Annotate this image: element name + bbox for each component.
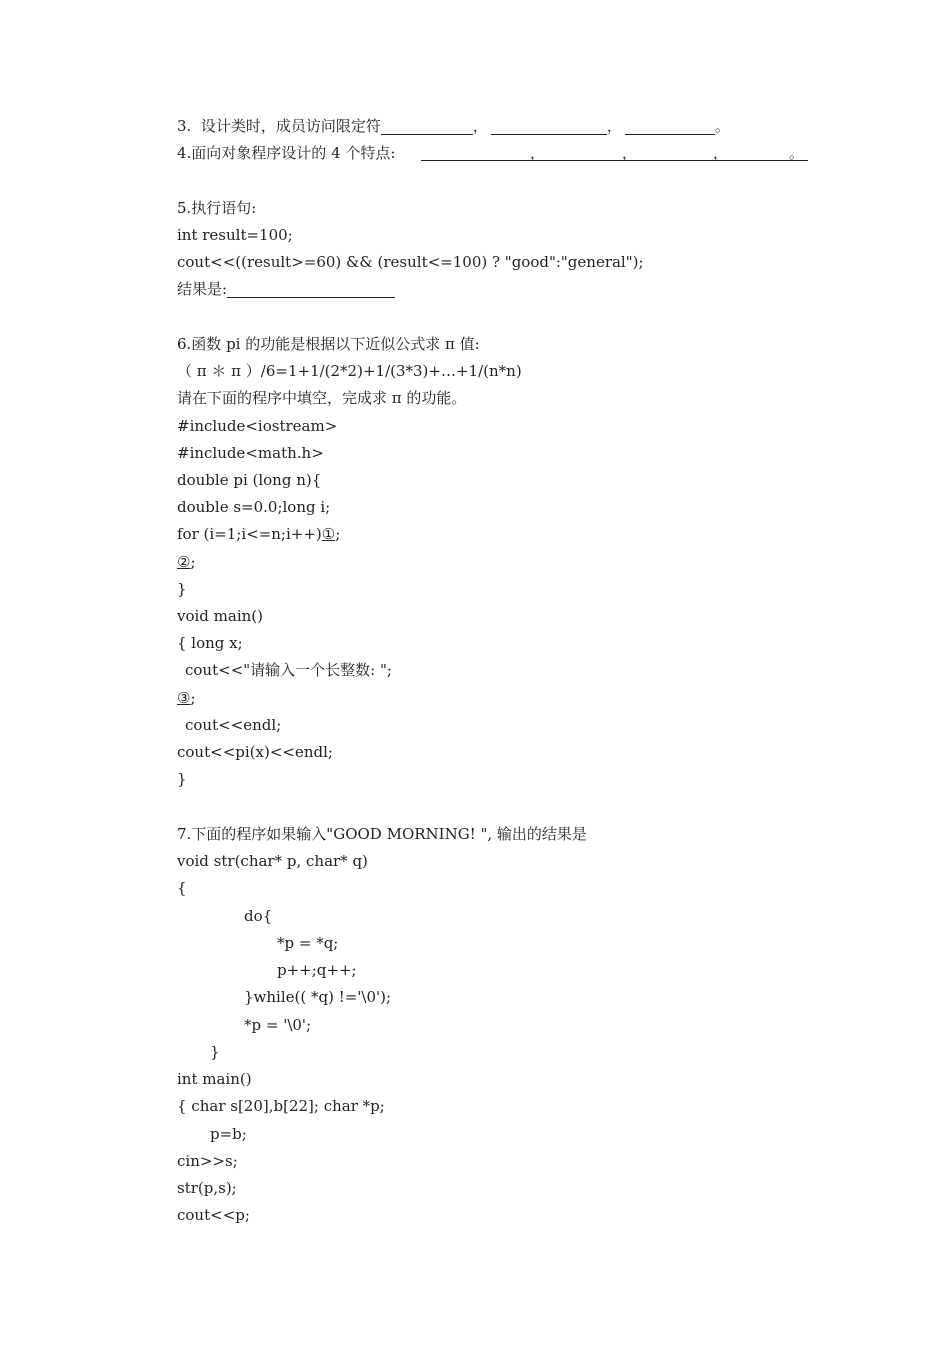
- q3-blank-3[interactable]: [625, 118, 715, 135]
- q6-title: 6.函数 pi 的功能是根据以下近似公式求 π 值:: [177, 335, 480, 353]
- code-line: double s=0.0;long i;: [177, 498, 331, 516]
- code-line: str(p,s);: [177, 1179, 237, 1197]
- code-text: for (i=1;i<=n;i++): [177, 525, 322, 543]
- q5-answer-blank[interactable]: [227, 281, 395, 298]
- code-line: {: [177, 879, 187, 897]
- code-line: cout<<p;: [177, 1206, 250, 1224]
- code-line: *p = '\0';: [244, 1016, 312, 1034]
- code-line: int result=100;: [177, 226, 293, 244]
- code-line: { char s[20],b[22]; char *p;: [177, 1097, 385, 1115]
- q5-answer-line: [177, 278, 395, 300]
- code-line: [177, 687, 196, 709]
- q4-end-mark: 。: [789, 144, 805, 162]
- code-line: }while(( *q) !='\0');: [244, 988, 392, 1006]
- q3-blank-1[interactable]: [381, 118, 473, 135]
- q6-blank-1[interactable]: ①: [321, 525, 336, 543]
- q3-separator: ，: [606, 117, 622, 135]
- code-line: }: [177, 580, 187, 598]
- q6-formula: （ π ＊ π ）/6=1+1/(2*2)+1/(3*3)+…+1/(n*n): [177, 362, 522, 380]
- code-line: { long x;: [177, 634, 243, 652]
- code-line: cout<<"请输入一个长整数: ";: [185, 661, 392, 679]
- code-line: cin>>s;: [177, 1152, 238, 1170]
- q6-blank-3[interactable]: ③: [177, 689, 191, 707]
- q3-line: [177, 115, 730, 137]
- code-line: [177, 551, 196, 573]
- q4-line: [177, 142, 805, 164]
- code-line: double pi (long n){: [177, 471, 322, 489]
- q4-text: 4.面向对象程序设计的 4 个特点:: [177, 144, 396, 162]
- q7-title: 7.下面的程序如果输入"GOOD MORNING! ", 输出的结果是: [177, 825, 587, 843]
- q3-blank-2[interactable]: [491, 118, 607, 135]
- q3-end-mark: 。: [714, 117, 730, 135]
- q3-text: 3. 设计类时，成员访问限定符: [177, 117, 381, 135]
- code-line: int main(): [177, 1070, 252, 1088]
- q6-instruction: 请在下面的程序中填空，完成求 π 的功能。: [177, 389, 467, 407]
- code-line: p++;q++;: [277, 961, 357, 979]
- q3-separator: ，: [472, 117, 488, 135]
- code-text: ;: [335, 525, 341, 543]
- code-line: cout<<((result>=60) && (result<=100) ? "good":"general");: [177, 253, 644, 271]
- code-line: p=b;: [210, 1125, 247, 1143]
- code-line: }: [177, 770, 187, 788]
- code-text: ;: [190, 553, 196, 571]
- q5-answer-label: 结果是:: [177, 280, 228, 298]
- q5-title: 5.执行语句:: [177, 199, 257, 217]
- code-line: #include<iostream>: [177, 417, 338, 435]
- code-line: }: [210, 1043, 220, 1061]
- q4-separator: ，: [622, 144, 638, 162]
- q4-separator: ，: [713, 144, 729, 162]
- code-line: cout<<pi(x)<<endl;: [177, 743, 333, 761]
- q4-separator: ，: [530, 144, 546, 162]
- code-line: void str(char* p, char* q): [177, 852, 368, 870]
- code-line: cout<<endl;: [185, 716, 282, 734]
- code-line: #include<math.h>: [177, 444, 324, 462]
- q4-answer-underline[interactable]: [421, 160, 808, 161]
- code-line: do{: [244, 907, 273, 925]
- code-text: ;: [190, 689, 196, 707]
- code-line: [177, 523, 340, 545]
- code-line: void main(): [177, 607, 264, 625]
- q6-blank-2[interactable]: ②: [177, 553, 191, 571]
- code-line: *p = *q;: [277, 934, 339, 952]
